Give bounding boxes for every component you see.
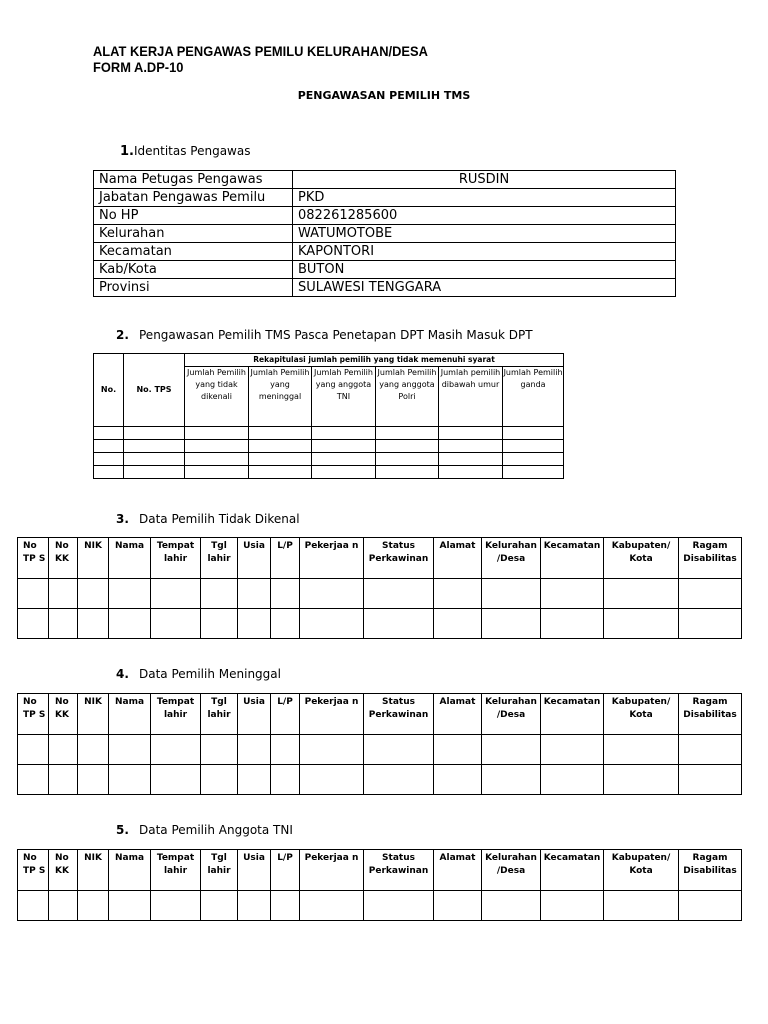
cell[interactable] (312, 427, 376, 440)
header-row (18, 850, 742, 891)
cell[interactable] (376, 453, 439, 466)
cell[interactable] (201, 765, 238, 795)
column-header: No KK (49, 694, 78, 735)
section3-heading (116, 512, 300, 526)
column-header: NIK (78, 694, 109, 735)
header-row (18, 538, 742, 579)
identity-value[interactable]: KAPONTORI (293, 243, 676, 261)
cell[interactable] (604, 765, 679, 795)
cell[interactable] (604, 735, 679, 765)
cell[interactable] (78, 735, 109, 765)
identity-label: No HP (94, 207, 293, 225)
column-header: Ragam Disabilitas (679, 694, 742, 735)
column-header: Pekerjaa n (300, 538, 364, 579)
cell[interactable] (503, 440, 564, 453)
section-title: Data Pemilih Meninggal (139, 667, 281, 681)
section-number: 2. (116, 328, 129, 342)
column-header: No TP S (18, 850, 49, 891)
column-header: Usia (238, 538, 271, 579)
column-header: Nama (109, 850, 151, 891)
cell[interactable] (541, 579, 604, 609)
cell[interactable] (238, 765, 271, 795)
cell[interactable] (482, 579, 541, 609)
cell[interactable] (300, 579, 364, 609)
cell[interactable] (124, 453, 185, 466)
cell[interactable] (109, 609, 151, 639)
cell[interactable] (300, 765, 364, 795)
cell[interactable] (503, 466, 564, 479)
column-header: No KK (49, 850, 78, 891)
form-subtitle: PENGAWASAN PEMILIH TMS (297, 89, 471, 102)
cell[interactable] (201, 735, 238, 765)
column-header: NIK (78, 538, 109, 579)
cell[interactable] (679, 765, 742, 795)
cell[interactable] (124, 427, 185, 440)
table-row (18, 735, 742, 765)
identity-value[interactable]: WATUMOTOBE (293, 225, 676, 243)
cell[interactable] (541, 765, 604, 795)
column-header: Tempat lahir (151, 694, 201, 735)
column-header: Tgl lahir (201, 694, 238, 735)
cell[interactable] (434, 891, 482, 921)
column-header: Tgl lahir (201, 850, 238, 891)
cell[interactable] (271, 735, 300, 765)
cell[interactable] (238, 735, 271, 765)
recap-subheader: Jumlah Pemilih ganda (503, 367, 564, 427)
section-number: 4. (116, 667, 129, 681)
column-header: Kecamatan (541, 694, 604, 735)
identity-row (94, 279, 676, 297)
column-header: No TP S (18, 538, 49, 579)
cell[interactable] (249, 440, 312, 453)
cell[interactable] (679, 579, 742, 609)
cell[interactable] (49, 891, 78, 921)
section-number: 5. (116, 823, 129, 837)
identity-value[interactable]: SULAWESI TENGGARA (293, 279, 676, 297)
col-tps-header: No. TPS (124, 354, 185, 427)
cell[interactable] (271, 765, 300, 795)
column-header: Kelurahan /Desa (482, 694, 541, 735)
cell[interactable] (49, 765, 78, 795)
column-header: Nama (109, 538, 151, 579)
section-title: Data Pemilih Tidak Dikenal (139, 512, 300, 526)
column-header: Pekerjaa n (300, 850, 364, 891)
cell[interactable] (271, 609, 300, 639)
cell[interactable] (18, 609, 49, 639)
cell[interactable] (238, 579, 271, 609)
voter-data-table (17, 537, 742, 639)
cell[interactable] (201, 609, 238, 639)
table-row (18, 609, 742, 639)
recap-subheader: Jumlah Pemilih yang anggota TNI (312, 367, 376, 427)
cell[interactable] (482, 891, 541, 921)
cell[interactable] (364, 765, 434, 795)
column-header: L/P (271, 850, 300, 891)
cell[interactable] (201, 891, 238, 921)
section5-heading (116, 823, 293, 837)
cell[interactable] (300, 609, 364, 639)
cell[interactable] (49, 735, 78, 765)
cell[interactable] (434, 609, 482, 639)
cell[interactable] (312, 440, 376, 453)
cell[interactable] (151, 765, 201, 795)
cell[interactable] (679, 735, 742, 765)
voter-data-table (17, 693, 742, 795)
cell[interactable] (151, 891, 201, 921)
cell[interactable] (238, 609, 271, 639)
cell[interactable] (249, 453, 312, 466)
identity-value[interactable]: 082261285600 (293, 207, 676, 225)
identity-label: Jabatan Pengawas Pemilu (94, 189, 293, 207)
cell[interactable] (78, 765, 109, 795)
header-row (18, 694, 742, 735)
column-header: Pekerjaa n (300, 694, 364, 735)
section4-heading (116, 667, 281, 681)
cell[interactable] (312, 453, 376, 466)
cell[interactable] (679, 891, 742, 921)
column-header: Kabupaten/ Kota (604, 694, 679, 735)
identity-label: Provinsi (94, 279, 293, 297)
column-header: Ragam Disabilitas (679, 538, 742, 579)
cell[interactable] (151, 579, 201, 609)
cell[interactable] (151, 735, 201, 765)
cell[interactable] (185, 440, 249, 453)
section-number: 3. (116, 512, 129, 526)
cell[interactable] (78, 609, 109, 639)
identity-table (93, 170, 676, 297)
cell[interactable] (300, 735, 364, 765)
cell[interactable] (109, 579, 151, 609)
cell[interactable] (482, 765, 541, 795)
column-header: Usia (238, 850, 271, 891)
cell[interactable] (109, 735, 151, 765)
cell[interactable] (376, 440, 439, 453)
cell[interactable] (94, 466, 124, 479)
cell[interactable] (364, 735, 434, 765)
cell[interactable] (364, 579, 434, 609)
cell[interactable] (364, 609, 434, 639)
cell[interactable] (238, 891, 271, 921)
cell[interactable] (185, 466, 249, 479)
cell[interactable] (249, 466, 312, 479)
identity-row (94, 207, 676, 225)
cell[interactable] (49, 579, 78, 609)
identity-label: Nama Petugas Pengawas (94, 171, 293, 189)
section-title: Pengawasan Pemilih TMS Pasca Penetapan DPT Masih Masuk DPT (139, 328, 533, 342)
column-header: Nama (109, 694, 151, 735)
cell[interactable] (201, 579, 238, 609)
cell[interactable] (271, 891, 300, 921)
column-header: Kabupaten/ Kota (604, 850, 679, 891)
tms-recap-table (93, 353, 564, 479)
cell[interactable] (604, 579, 679, 609)
cell[interactable] (439, 453, 503, 466)
cell[interactable] (249, 427, 312, 440)
form-title: ALAT KERJA PENGAWAS PEMILU KELURAHAN/DESA (93, 43, 428, 59)
identity-value[interactable]: RUSDIN (293, 171, 676, 189)
cell[interactable] (312, 466, 376, 479)
table-row (94, 466, 564, 479)
cell[interactable] (49, 609, 78, 639)
column-header: L/P (271, 694, 300, 735)
identity-label: Kecamatan (94, 243, 293, 261)
recap-subheader: Jumlah Pemilih yang meninggal (249, 367, 312, 427)
column-header: No KK (49, 538, 78, 579)
cell[interactable] (185, 453, 249, 466)
column-header: No TP S (18, 694, 49, 735)
deceased-voters-table-holder (17, 693, 742, 795)
cell[interactable] (364, 891, 434, 921)
column-header: Kabupaten/ Kota (604, 538, 679, 579)
column-header: Kecamatan (541, 850, 604, 891)
cell[interactable] (439, 440, 503, 453)
cell[interactable] (439, 427, 503, 440)
cell[interactable] (482, 735, 541, 765)
cell[interactable] (271, 579, 300, 609)
section-title: Data Pemilih Anggota TNI (139, 823, 293, 837)
cell[interactable] (434, 735, 482, 765)
cell[interactable] (94, 453, 124, 466)
form-code: FORM A.DP-10 (93, 59, 184, 75)
cell[interactable] (604, 891, 679, 921)
cell[interactable] (541, 891, 604, 921)
cell[interactable] (376, 466, 439, 479)
section-title: Identitas Pengawas (133, 144, 251, 158)
table-row (94, 453, 564, 466)
cell[interactable] (109, 765, 151, 795)
section1-heading (120, 144, 250, 159)
cell[interactable] (124, 440, 185, 453)
cell[interactable] (503, 427, 564, 440)
col-no-header: No. (94, 354, 124, 427)
cell[interactable] (482, 609, 541, 639)
recap-subheader: Jumlah Pemilih yang anggota Polri (376, 367, 439, 427)
cell[interactable] (109, 891, 151, 921)
column-header: Tempat lahir (151, 850, 201, 891)
cell[interactable] (541, 735, 604, 765)
column-header: Alamat (434, 694, 482, 735)
cell[interactable] (679, 609, 742, 639)
cell[interactable] (604, 609, 679, 639)
cell[interactable] (78, 579, 109, 609)
table-row (18, 891, 742, 921)
recap-subheader: Jumlah pemilih dibawah umur (439, 367, 503, 427)
unknown-voters-table-holder (17, 537, 742, 639)
column-header: Status Perkawinan (364, 694, 434, 735)
cell[interactable] (78, 891, 109, 921)
table-row (18, 765, 742, 795)
column-header: NIK (78, 850, 109, 891)
cell[interactable] (18, 735, 49, 765)
column-header: Status Perkawinan (364, 538, 434, 579)
cell[interactable] (434, 579, 482, 609)
cell[interactable] (94, 427, 124, 440)
cell[interactable] (18, 765, 49, 795)
column-header: Kelurahan /Desa (482, 850, 541, 891)
identity-row (94, 243, 676, 261)
column-header: Status Perkawinan (364, 850, 434, 891)
tni-voters-table-holder (17, 849, 742, 921)
recap-group-header: Rekapitulasi jumlah pemilih yang tidak memenuhi syarat (185, 354, 564, 367)
section2-heading (116, 328, 533, 342)
table-row (94, 440, 564, 453)
cell[interactable] (300, 891, 364, 921)
cell[interactable] (185, 427, 249, 440)
section-number: 1. (120, 144, 134, 159)
identity-row (94, 225, 676, 243)
cell[interactable] (439, 466, 503, 479)
column-header: Kelurahan /Desa (482, 538, 541, 579)
table-row (18, 579, 742, 609)
column-header: L/P (271, 538, 300, 579)
recap-subheader: Jumlah Pemilih yang tidak dikenali (185, 367, 249, 427)
cell[interactable] (124, 466, 185, 479)
identity-value[interactable]: BUTON (293, 261, 676, 279)
voter-data-table (17, 849, 742, 921)
identity-label: Kelurahan (94, 225, 293, 243)
cell[interactable] (18, 891, 49, 921)
cell[interactable] (541, 609, 604, 639)
identity-value[interactable]: PKD (293, 189, 676, 207)
column-header: Tempat lahir (151, 538, 201, 579)
identity-row (94, 189, 676, 207)
cell[interactable] (94, 440, 124, 453)
cell[interactable] (151, 609, 201, 639)
cell[interactable] (376, 427, 439, 440)
column-header: Ragam Disabilitas (679, 850, 742, 891)
identity-label: Kab/Kota (94, 261, 293, 279)
table-row (94, 427, 564, 440)
identity-row (94, 171, 676, 189)
column-header: Tgl lahir (201, 538, 238, 579)
cell[interactable] (18, 579, 49, 609)
column-header: Alamat (434, 538, 482, 579)
cell[interactable] (503, 453, 564, 466)
column-header: Usia (238, 694, 271, 735)
column-header: Kecamatan (541, 538, 604, 579)
cell[interactable] (434, 765, 482, 795)
column-header: Alamat (434, 850, 482, 891)
identity-row (94, 261, 676, 279)
